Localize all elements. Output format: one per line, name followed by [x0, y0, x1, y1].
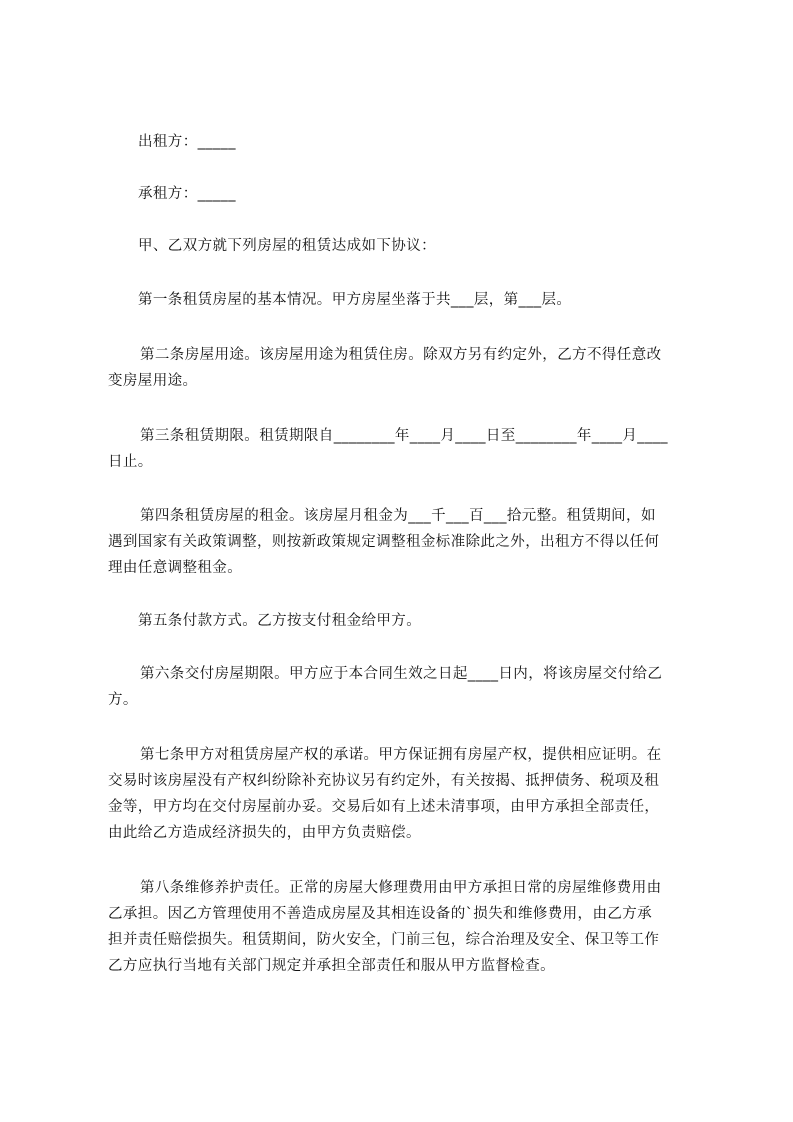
article-2-line-1: 第二条房屋用途。该房屋用途为租赁住房。除双方另有约定外，乙方不得任意改	[140, 347, 662, 363]
article-5	[108, 608, 704, 634]
article-7-line-1: 第七条甲方对租赁房屋产权的承诺。甲方保证拥有房屋产权，提供相应证明。在	[140, 747, 662, 763]
article-7-line-4: 由此给乙方造成经济损失的，由甲方负责赔偿。	[108, 825, 421, 841]
article-6-line-1: 第六条交付房屋期限。甲方应于本合同生效之日起____日内，将该房屋交付给乙	[140, 666, 663, 682]
article-7	[108, 742, 704, 846]
article-3-line-1: 第三条租赁期限。租赁期限自________年____月____日至________年____月____	[140, 428, 668, 444]
lessor-text: 出租方：_____	[138, 134, 236, 150]
article-2-line-2: 变房屋用途。	[108, 373, 198, 389]
article-3	[108, 423, 704, 475]
article-2	[108, 342, 704, 394]
article-4-line-1: 第四条租赁房屋的租金。该房屋月租金为___千___百___拾元整。租赁期间，如	[140, 508, 656, 524]
article-1-text: 第一条租赁房屋的基本情况。甲方房屋坐落于共___层，第___层。	[138, 292, 572, 308]
article-7-line-2: 交易时该房屋没有产权纠纷除补充协议另有约定外，有关按揭、抵押债务、税项及租	[108, 773, 660, 789]
article-8-line-3: 担并责任赔偿损失。租赁期间，防火安全，门前三包，综合治理及安全、保卫等工作	[108, 932, 660, 948]
article-8	[108, 875, 704, 979]
article-8-line-1: 第八条维修养护责任。正常的房屋大修理费用由甲方承担日常的房屋维修费用由	[140, 880, 662, 896]
article-3-line-2: 日止。	[108, 454, 153, 470]
article-6-line-2: 方。	[108, 692, 138, 708]
lessor-line	[108, 129, 704, 155]
article-4-line-2: 遇到国家有关政策调整，则按新政策规定调整租金标准除此之外，出租方不得以任何	[108, 534, 660, 550]
article-8-line-2: 乙承担。因乙方管理使用不善造成房屋及其相连设备的`损失和维修费用，由乙方承	[108, 906, 653, 922]
lessee-text: 承租方：_____	[138, 186, 236, 202]
article-4-line-3: 理由任意调整租金。	[108, 560, 243, 576]
lessee-line	[108, 181, 704, 207]
article-1	[108, 287, 704, 313]
preamble-text: 甲、乙双方就下列房屋的租赁达成如下协议：	[138, 238, 436, 254]
article-5-text: 第五条付款方式。乙方按支付租金给甲方。	[138, 613, 422, 629]
preamble-paragraph	[108, 233, 704, 259]
article-4	[108, 503, 704, 581]
article-6	[108, 661, 704, 713]
article-8-line-4: 乙方应执行当地有关部门规定并承担全部责任和服从甲方监督检查。	[108, 958, 555, 974]
article-7-line-3: 金等，甲方均在交付房屋前办妥。交易后如有上述未清事项，由甲方承担全部责任，	[108, 799, 660, 815]
